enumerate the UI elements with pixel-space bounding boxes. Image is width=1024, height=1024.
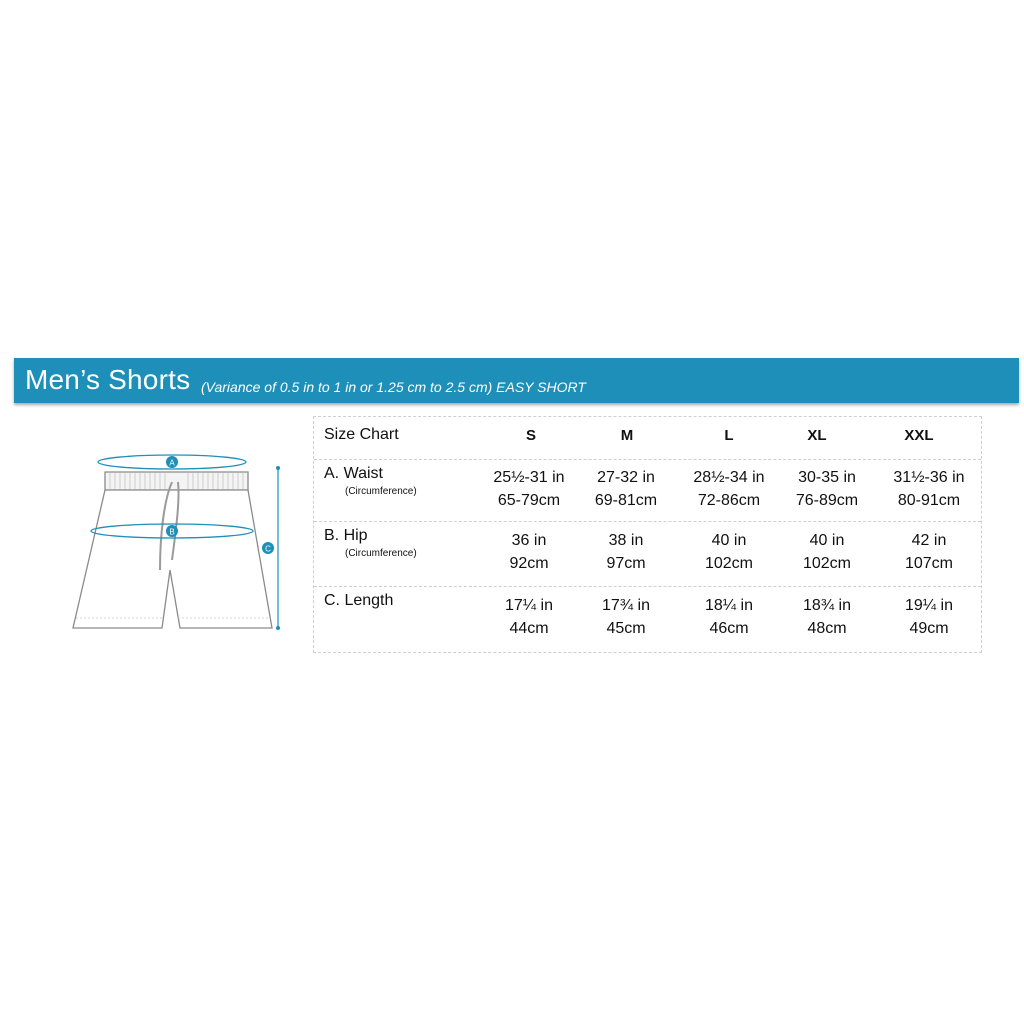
cell-inch: 42 in bbox=[911, 532, 947, 549]
cell-inch: 38 in bbox=[608, 532, 644, 549]
cell-cm: 45cm bbox=[606, 620, 646, 637]
cell-inch: 28½-34 in bbox=[693, 469, 765, 486]
table-cell bbox=[571, 594, 681, 640]
table-row-waist bbox=[314, 459, 981, 522]
table-row-hip bbox=[314, 521, 981, 587]
cell-cm: 80-91cm bbox=[897, 492, 961, 509]
cell-cm: 107cm bbox=[904, 555, 954, 572]
cell-cm: 102cm bbox=[802, 555, 852, 572]
table-cell bbox=[772, 594, 882, 640]
row-sublabel: (Circumference) bbox=[345, 548, 417, 559]
size-chart-table bbox=[313, 416, 982, 653]
cell-inch: 31½-36 in bbox=[893, 469, 965, 486]
table-cell bbox=[474, 466, 584, 512]
table-cell bbox=[474, 529, 584, 575]
table-cell bbox=[571, 466, 681, 512]
title-banner bbox=[14, 358, 1019, 403]
size-header-xl: XL bbox=[807, 427, 827, 444]
cell-inch: 17¼ in bbox=[504, 597, 554, 614]
cell-cm: 65-79cm bbox=[497, 492, 561, 509]
cell-cm: 44cm bbox=[509, 620, 549, 637]
cell-cm: 92cm bbox=[509, 555, 549, 572]
cell-cm: 76-89cm bbox=[795, 492, 859, 509]
table-cell bbox=[674, 466, 784, 512]
row-label: B. Hip bbox=[324, 527, 368, 544]
cell-inch: 25½-31 in bbox=[493, 469, 565, 486]
page-subtitle: (Variance of 0.5 in to 1 in or 1.25 cm to 2.5 cm) EASY SHORT bbox=[201, 379, 586, 395]
table-cell bbox=[474, 594, 584, 640]
cell-cm: 46cm bbox=[709, 620, 749, 637]
cell-inch: 27-32 in bbox=[597, 469, 655, 486]
cell-inch: 18¼ in bbox=[704, 597, 754, 614]
table-row-length bbox=[314, 586, 981, 652]
size-header-xxl: XXL bbox=[904, 427, 934, 444]
page-title: Men’s Shorts bbox=[25, 364, 191, 395]
table-header-row bbox=[314, 417, 981, 460]
size-header-s: S bbox=[525, 427, 536, 444]
cell-inch: 40 in bbox=[711, 532, 747, 549]
row-label: C. Length bbox=[324, 592, 394, 609]
cell-inch: 30-35 in bbox=[798, 469, 856, 486]
row-label: A. Waist bbox=[324, 465, 383, 482]
cell-cm: 72-86cm bbox=[697, 492, 761, 509]
table-cell bbox=[674, 594, 784, 640]
cell-cm: 49cm bbox=[909, 620, 949, 637]
table-cell bbox=[874, 466, 984, 512]
cell-inch: 40 in bbox=[809, 532, 845, 549]
marker-c-label: C bbox=[265, 544, 271, 554]
shorts-diagram bbox=[60, 440, 300, 640]
cell-inch: 17¾ in bbox=[601, 597, 651, 614]
table-cell bbox=[674, 529, 784, 575]
table-cell bbox=[571, 529, 681, 575]
table-cell bbox=[772, 466, 882, 512]
size-chart-label: Size Chart bbox=[324, 426, 399, 443]
cell-inch: 36 in bbox=[511, 532, 547, 549]
table-cell bbox=[772, 529, 882, 575]
cell-cm: 97cm bbox=[606, 555, 646, 572]
cell-cm: 48cm bbox=[807, 620, 847, 637]
table-cell bbox=[874, 594, 984, 640]
size-header-l: L bbox=[724, 427, 734, 444]
size-header-m: M bbox=[620, 427, 634, 444]
cell-cm: 102cm bbox=[704, 555, 754, 572]
cell-inch: 18¾ in bbox=[802, 597, 852, 614]
cell-inch: 19¼ in bbox=[904, 597, 954, 614]
row-sublabel: (Circumference) bbox=[345, 486, 417, 497]
cell-cm: 69-81cm bbox=[594, 492, 658, 509]
table-cell bbox=[874, 529, 984, 575]
marker-a-label: A bbox=[169, 458, 175, 468]
marker-b-label: B bbox=[169, 527, 175, 537]
waist-measure-marker bbox=[98, 455, 246, 469]
